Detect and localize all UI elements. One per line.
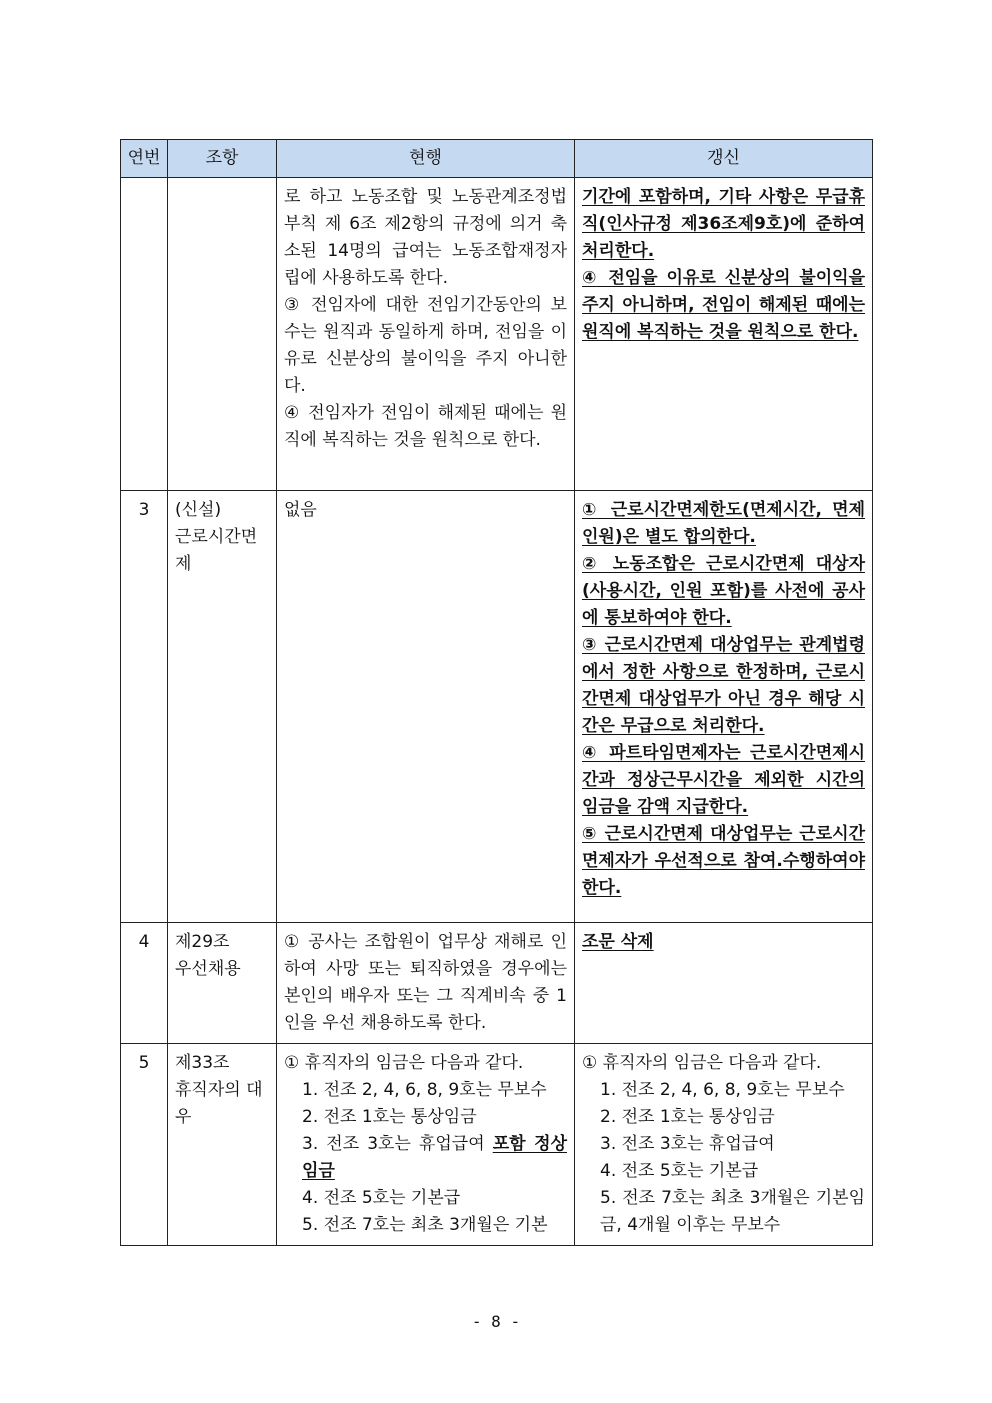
serial-cell [121,178,168,491]
updated-paragraph: 조문 삭제 [582,932,654,952]
current-paragraph: ① 휴직자의 임금은 다음과 같다. [284,1053,524,1073]
current-item [284,1131,567,1185]
header-updated: 갱신 [575,140,873,178]
updated-text-cell [575,1044,873,1246]
header-article: 조항 [168,140,277,178]
current-paragraph: 없음 [284,500,317,520]
current-item-underlined: 포함 정상임금 [302,1134,567,1181]
updated-text-cell [575,491,873,923]
updated-text-cell [575,923,873,1044]
header-serial: 연번 [121,140,168,178]
article-line: 휴직자의 대우 [175,1080,263,1127]
updated-text-cell [575,178,873,491]
current-text-cell [277,178,575,491]
current-item: 4. 전조 5호는 기본급 [302,1188,461,1208]
current-item: 2. 전조 1호는 통상임금 [302,1107,477,1127]
current-item: 5. 전조 7호는 최초 3개월은 기본 [302,1215,548,1235]
updated-paragraph: ② 노동조합은 근로시간면제 대상자(사용시간, 인원 포함)를 사전에 공사에 통보하여야 한다. [582,554,865,628]
article-cell [168,1044,277,1246]
updated-paragraph: 기간에 포함하며, 기타 사항은 무급휴직(인사규정 제36조제9호)에 준하여 처리한다. [582,187,865,261]
article-cell [168,178,277,491]
updated-paragraph: ⑤ 근로시간면제 대상업무는 근로시간면제자가 우선적으로 참여.수행하여야 한다. [582,824,865,898]
current-paragraph: ① 공사는 조합원이 업무상 재해로 인하여 사망 또는 퇴직하였을 경우에는 본인의 배우자 또는 그 직계비속 중 1인을 우선 채용하도록 한다. [284,932,567,1033]
current-text-cell [277,923,575,1044]
updated-item: 5. 전조 7호는 최초 3개월은 기본임금, 4개월 이후는 무보수 [600,1188,865,1235]
updated-paragraph: ④ 전임을 이유로 신분상의 불이익을 주지 아니하며, 전임이 해제된 때에는 원직에 복직하는 것을 원칙으로 한다. [582,268,865,342]
article-line: 근로시간면제 [175,527,258,574]
current-text-cell [277,491,575,923]
updated-item: 1. 전조 2, 4, 6, 8, 9호는 무보수 [600,1080,845,1100]
current-text-cell [277,1044,575,1246]
table-row [121,1044,873,1246]
serial-cell: 5 [121,1044,168,1246]
table-header-row [121,140,873,178]
article-line: (신설) [175,500,222,520]
article-cell [168,491,277,923]
table-row [121,491,873,923]
updated-paragraph: ① 휴직자의 임금은 다음과 같다. [582,1053,822,1073]
current-paragraph: 로 하고 노동조합 및 노동관계조정법 부칙 제 6조 제2항의 규정에 의거 축소된 14명의 급여는 노동조합재정자립에 사용하도록 한다. [284,187,567,288]
table-row [121,178,873,491]
updated-item: 3. 전조 3호는 휴업급여 [600,1134,775,1154]
updated-item: 4. 전조 5호는 기본급 [600,1161,759,1181]
amendment-comparison-table [120,139,873,1246]
serial-cell: 4 [121,923,168,1044]
header-current: 현행 [277,140,575,178]
updated-paragraph: ① 근로시간면제한도(면제시간, 면제인원)은 별도 합의한다. [582,500,865,547]
current-paragraph: ③ 전임자에 대한 전임기간동안의 보수는 원직과 동일하게 하며, 전임을 이유로 신분상의 불이익을 주지 아니한다. [284,295,567,396]
page-number: - 8 - [471,1312,521,1331]
table-row [121,923,873,1044]
article-line: 제33조 [175,1053,230,1073]
serial-cell: 3 [121,491,168,923]
updated-paragraph: ④ 파트타임면제자는 근로시간면제시간과 정상근무시간을 제외한 시간의 임금을 감액 지급한다. [582,743,865,817]
current-item-text: 3. 전조 3호는 휴업급여 [302,1134,493,1154]
article-line: 우선채용 [175,959,241,979]
article-cell [168,923,277,1044]
current-paragraph: ④ 전임자가 전임이 해제된 때에는 원직에 복직하는 것을 원칙으로 한다. [284,403,567,450]
current-item: 1. 전조 2, 4, 6, 8, 9호는 무보수 [302,1080,547,1100]
article-line: 제29조 [175,932,230,952]
updated-paragraph: ③ 근로시간면제 대상업무는 관계법령에서 정한 사항으로 한정하며, 근로시간면제 대상업무가 아닌 경우 해당 시간은 무급으로 처리한다. [582,635,865,736]
updated-item: 2. 전조 1호는 통상임금 [600,1107,775,1127]
